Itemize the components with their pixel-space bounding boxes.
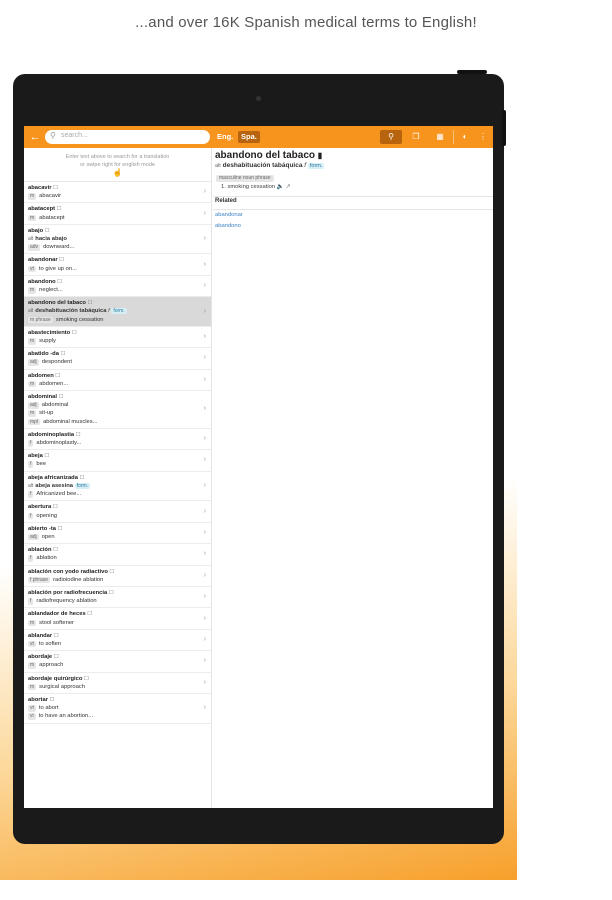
chevron-right-icon: ›	[203, 528, 206, 536]
entry-line	[28, 661, 199, 669]
chevron-right-icon: ›	[203, 333, 206, 341]
headword-text: abdominal	[28, 394, 57, 401]
entry-headword	[28, 632, 199, 640]
headword-text: abandono	[28, 278, 56, 285]
bookmark-icon[interactable]: ☐	[52, 654, 59, 661]
headword-text: abandonar	[28, 257, 58, 264]
alt-label: alt	[28, 308, 34, 315]
alt-word: deshabituación tabáquica	[222, 162, 303, 169]
chevron-right-icon: ›	[203, 260, 206, 268]
list-item[interactable]	[24, 254, 211, 275]
pos-badge: m	[30, 380, 35, 387]
bookmark-icon[interactable]: ☐	[85, 300, 93, 307]
chevron-right-icon: ›	[203, 704, 206, 712]
chevron-right-icon: ›	[203, 354, 206, 362]
swipe-hand-icon: ☝	[112, 168, 123, 177]
translation-text: supply	[39, 338, 56, 345]
alt-word: hacia abajo	[35, 236, 67, 243]
pos-badge: f	[30, 512, 32, 519]
headword-text: abertura	[28, 504, 52, 511]
chevron-right-icon: ›	[203, 507, 206, 515]
chevron-right-icon: ›	[203, 307, 206, 315]
chevron-right-icon: ›	[203, 481, 206, 489]
entry-headword	[28, 393, 199, 401]
bookmark-icon[interactable]: ☐	[51, 185, 58, 191]
arrow-left-icon[interactable]: ←	[29, 131, 41, 143]
pos-badge: m	[30, 619, 35, 626]
results-list[interactable]	[24, 148, 212, 808]
pos-badge: m	[30, 683, 35, 690]
divider	[213, 196, 493, 197]
translation-text: open	[41, 533, 55, 540]
entry-line	[28, 307, 199, 315]
entry-headword	[28, 546, 199, 554]
list-item[interactable]	[24, 651, 211, 672]
entry-line	[28, 337, 199, 345]
entry-headword	[28, 653, 199, 661]
headword-text: abatido -da	[28, 351, 59, 358]
list-item[interactable]	[24, 225, 211, 255]
pos-badge: vt	[30, 640, 34, 647]
headword-text: abortar	[28, 696, 48, 703]
headword-text: abatacept	[28, 206, 56, 213]
detail-pane	[213, 148, 493, 808]
entry-headword	[28, 503, 199, 511]
chevron-right-icon: ›	[203, 188, 206, 196]
bookmark-icon[interactable]: ☐	[52, 632, 59, 639]
detail-sense	[221, 184, 290, 190]
headword-text: abandono del tabaco	[28, 300, 86, 307]
pos-badge: adj	[30, 533, 37, 540]
list-item[interactable]	[24, 630, 211, 651]
entry-headword	[28, 452, 199, 460]
entry-headword	[28, 372, 199, 380]
pos-badge: f	[30, 461, 32, 468]
chevron-right-icon: ›	[203, 456, 206, 464]
related-heading: Related	[215, 198, 237, 204]
hint-line-1: Enter text above to search for a translation	[65, 154, 170, 160]
pos-badge: m	[30, 662, 35, 669]
entry-line	[28, 243, 199, 251]
divider	[213, 209, 493, 210]
flashcards-icon[interactable]: ▦	[436, 132, 444, 141]
alt-gender: f	[108, 308, 110, 315]
translation-text: radioiodine ablation	[53, 576, 104, 583]
list-item[interactable]	[24, 348, 211, 369]
headword-text: abacavir	[28, 185, 52, 191]
entry-headword	[28, 329, 199, 337]
related-link[interactable]: abandonar	[215, 212, 243, 218]
list-item[interactable]	[24, 673, 211, 694]
bookmark-icon[interactable]: ☐	[57, 394, 64, 401]
headword-text: abdomen	[28, 372, 54, 379]
bookmark-icon[interactable]: ☐	[107, 589, 114, 596]
pos-badge: mpl	[30, 418, 39, 425]
chevron-right-icon: ›	[203, 435, 206, 443]
entry-line	[28, 712, 199, 720]
entry-headword	[28, 696, 199, 704]
headword-text: abordaje	[28, 654, 53, 661]
entry-line	[28, 235, 199, 243]
entry-line	[28, 576, 199, 584]
entry-line	[28, 418, 199, 426]
chevron-right-icon: ›	[203, 678, 206, 686]
pos-badge: adj	[30, 359, 37, 366]
bookmark-icon[interactable]: ☐	[56, 525, 63, 532]
entry-line	[28, 619, 199, 627]
entry-line	[28, 286, 199, 294]
entry-line	[28, 380, 199, 388]
entry-line	[28, 482, 199, 490]
bookmark-icon[interactable]: ☐	[53, 372, 61, 379]
translation-text: downward...	[43, 244, 75, 251]
list-item[interactable]	[24, 182, 211, 203]
translation-text: sit-up	[39, 410, 54, 417]
entry-line	[28, 265, 199, 273]
bookmark-icon[interactable]: ☐	[55, 206, 62, 213]
translation-text: Africanized bee...	[36, 491, 82, 498]
chevron-right-icon: ›	[203, 209, 206, 217]
list-item[interactable]	[24, 608, 211, 629]
pos-badge: vt	[30, 265, 34, 272]
alt-gender: f	[304, 162, 307, 169]
translation-text: bee	[36, 461, 47, 468]
bookmark-icon[interactable]: ☐	[85, 611, 93, 618]
pos-badge: m	[30, 214, 35, 221]
translation-text: abacavir	[39, 193, 62, 200]
headword-text: abajo	[28, 227, 44, 234]
translation-text: ablation	[36, 555, 57, 562]
entry-line	[28, 490, 199, 498]
chevron-right-icon: ›	[203, 405, 206, 413]
translation-text: to abort	[38, 705, 59, 712]
list-item[interactable]	[24, 566, 211, 587]
list-item[interactable]	[24, 276, 211, 297]
entry-line	[28, 512, 199, 520]
translation-text: abdominal	[41, 402, 69, 409]
tablet-top-button	[457, 70, 487, 74]
bookmark-icon[interactable]: ☐	[47, 696, 55, 703]
entry-line	[28, 554, 199, 562]
entry-line	[28, 358, 199, 366]
pos-badge: f	[30, 491, 32, 498]
entry-headword	[28, 350, 199, 358]
headword-text: abeja africanizada	[28, 474, 78, 481]
pos-badge: vi	[30, 713, 34, 720]
list-item[interactable]	[24, 203, 211, 224]
link-icon[interactable]: ↗	[285, 184, 291, 190]
headword-text: ablación	[28, 547, 52, 554]
entry-headword	[28, 610, 199, 618]
entry-headword	[28, 474, 199, 482]
list-item[interactable]	[24, 297, 211, 327]
entry-line	[28, 460, 199, 468]
search-placeholder: search...	[61, 132, 88, 139]
translation-text: surgical approach	[39, 683, 85, 690]
list-item[interactable]	[24, 523, 211, 544]
entry-line	[28, 683, 199, 691]
theme-toggle-icon[interactable]: ◐	[462, 132, 468, 141]
pos-badge: vt	[30, 705, 34, 712]
detail-pos-badge: masculine noun phrase	[216, 175, 274, 182]
translation-text: to soften	[38, 640, 62, 647]
list-item[interactable]	[24, 450, 211, 471]
alt-label: alt	[28, 482, 34, 489]
pos-badge: m	[30, 287, 35, 294]
translation-text: stool softener	[39, 619, 74, 626]
list-item[interactable]	[24, 587, 211, 608]
bookmark-icon[interactable]: ☐	[70, 329, 77, 336]
toolbar-divider	[453, 130, 454, 144]
headword-text: abordaje quirúrgico	[28, 675, 83, 682]
camera-dot	[256, 96, 261, 101]
pos-badge: m	[30, 338, 35, 345]
related-link[interactable]: abandono	[215, 223, 241, 229]
entry-headword	[28, 431, 199, 439]
list-item[interactable]	[24, 429, 211, 450]
list-item[interactable]	[24, 694, 211, 724]
register-tag: form.	[113, 308, 125, 315]
alt-word: deshabituación tabáquica	[35, 308, 107, 315]
headword-text: abdominoplastia	[28, 431, 75, 438]
entry-headword	[28, 589, 199, 597]
entry-line	[28, 214, 199, 222]
alt-label: alt	[28, 236, 34, 243]
promo-caption: ...and over 16K Spanish medical terms to English!	[135, 14, 477, 31]
translation-text: smoking cessation	[55, 316, 104, 323]
chevron-right-icon: ›	[203, 657, 206, 665]
more-options-icon[interactable]: ⋮	[479, 132, 487, 141]
entry-headword	[28, 568, 199, 576]
translation-text: despondent	[41, 359, 72, 366]
entry-line	[28, 409, 199, 417]
translation-text: abdomen...	[39, 380, 69, 387]
list-item[interactable]	[24, 391, 211, 429]
entry-line	[28, 640, 199, 648]
bookmark-icon[interactable]: ▮	[317, 151, 323, 160]
chevron-right-icon: ›	[203, 282, 206, 290]
entry-headword	[28, 184, 199, 192]
copy-icon[interactable]: ❐	[412, 132, 420, 141]
bookmark-icon[interactable]: ☐	[107, 568, 115, 575]
chevron-right-icon: ›	[203, 635, 206, 643]
bookmark-icon[interactable]: ☐	[57, 257, 65, 264]
entry-headword	[28, 256, 199, 264]
entry-line	[28, 533, 199, 541]
pos-badge: f	[30, 440, 32, 447]
entry-line	[28, 316, 199, 324]
bookmark-icon[interactable]: ☐	[55, 278, 63, 285]
pos-badge: f phrase	[30, 576, 49, 583]
detail-alternate	[215, 162, 324, 169]
detail-title-text: abandono del tabaco	[215, 150, 316, 161]
chevron-right-icon: ›	[203, 550, 206, 558]
translation-text: neglect...	[39, 287, 63, 294]
headword-text: ablandar	[28, 632, 53, 639]
bookmark-icon[interactable]: ☐	[43, 227, 50, 234]
bookmark-icon[interactable]: ☐	[77, 474, 85, 481]
translation-text: to have an abortion...	[38, 713, 94, 720]
entry-headword	[28, 205, 199, 213]
pos-badge: f	[30, 555, 32, 562]
headword-text: abierto -ta	[28, 525, 57, 532]
chevron-right-icon: ›	[203, 593, 206, 601]
entry-line	[28, 597, 199, 605]
search-icon[interactable]: ⚲	[380, 130, 402, 144]
translation-text: abdominal muscles...	[43, 418, 98, 425]
bookmark-icon[interactable]: ☐	[82, 675, 89, 682]
pos-badge: adv	[30, 244, 39, 251]
entry-headword	[28, 299, 199, 307]
bookmark-icon[interactable]: ☐	[51, 547, 58, 554]
headword-text: ablación por radiofrecuencia	[28, 589, 108, 596]
translation-text: abdominoplasty...	[36, 440, 82, 447]
search-hint	[24, 148, 211, 182]
translation-text: to give up on...	[38, 265, 77, 272]
list-item[interactable]	[24, 327, 211, 348]
pos-badge: f	[30, 598, 32, 605]
headword-text: ablación con yodo radiactivo	[28, 568, 108, 575]
speaker-icon[interactable]: 🔈	[276, 184, 284, 190]
alt-label: alt	[215, 163, 221, 169]
entry-headword	[28, 227, 199, 235]
pos-badge: adj	[30, 402, 37, 409]
headword-text: abeja	[28, 453, 43, 460]
pos-badge: m	[30, 193, 35, 200]
list-item[interactable]	[24, 472, 211, 502]
sense-text: 1. smoking cessation	[221, 184, 276, 190]
bookmark-icon[interactable]: ☐	[74, 431, 81, 438]
register-tag: form.	[76, 482, 89, 489]
alt-word: abeja asesina	[35, 482, 73, 489]
entry-headword	[28, 675, 199, 683]
entry-headword	[28, 525, 199, 533]
pos-badge: m	[30, 410, 35, 417]
search-icon: ⚲	[50, 131, 56, 140]
entry-line	[28, 192, 199, 200]
list-item[interactable]	[24, 370, 211, 391]
alt-register-tag: form.	[309, 163, 323, 169]
hint-line-2: or swipe right for english mode	[80, 162, 155, 168]
bookmark-icon[interactable]: ☐	[58, 351, 66, 358]
headword-text: ablandador de heces	[28, 611, 86, 618]
detail-title	[215, 150, 322, 161]
translation-text: radiofrequency ablation	[36, 598, 97, 605]
headword-text: abastecimiento	[28, 329, 71, 336]
chevron-right-icon: ›	[203, 571, 206, 579]
translation-text: abatacept	[39, 214, 65, 221]
entry-headword	[28, 278, 199, 286]
translation-text: approach	[39, 662, 64, 669]
lang-english-button[interactable]: Eng.	[217, 132, 234, 141]
lang-spanish-button[interactable]: Spa.	[238, 131, 260, 143]
pos-badge: m phrase	[30, 316, 51, 323]
tablet-side-button	[502, 110, 506, 146]
list-item[interactable]	[24, 544, 211, 565]
entry-line	[28, 401, 199, 409]
chevron-right-icon: ›	[203, 235, 206, 243]
search-input[interactable]	[45, 130, 210, 144]
app-screen	[24, 126, 493, 808]
chevron-right-icon: ›	[203, 614, 206, 622]
translation-text: opening	[36, 512, 58, 519]
bookmark-icon[interactable]: ☐	[51, 504, 58, 511]
entry-list	[24, 182, 211, 724]
bookmark-icon[interactable]: ☐	[42, 453, 50, 460]
list-item[interactable]	[24, 501, 211, 522]
toolbar	[24, 126, 493, 148]
chevron-right-icon: ›	[203, 375, 206, 383]
entry-line	[28, 439, 199, 447]
entry-line	[28, 704, 199, 712]
